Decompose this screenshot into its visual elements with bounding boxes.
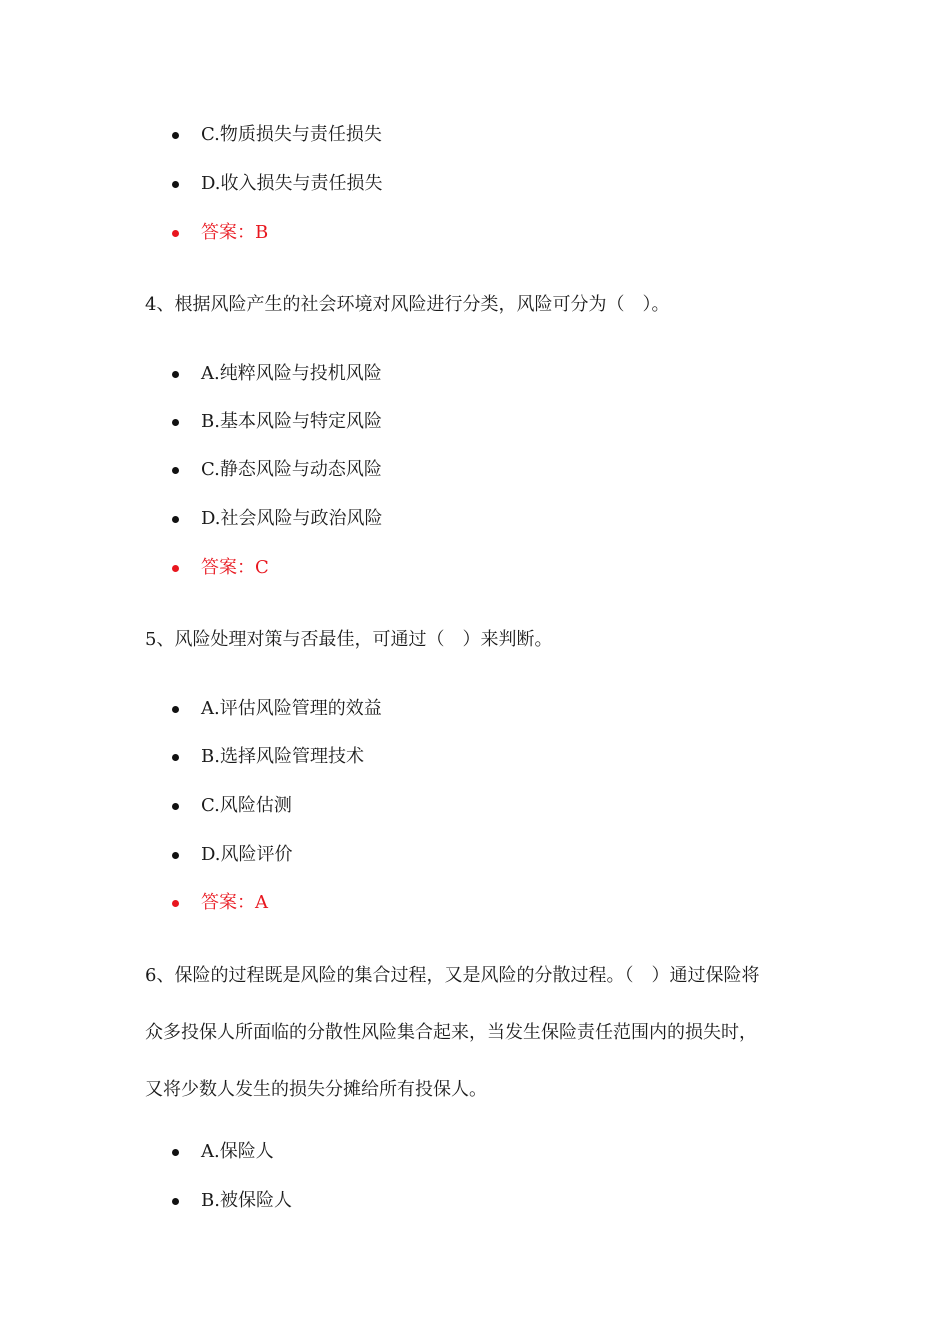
bullet-icon — [172, 181, 179, 188]
option-a: A.评估风险管理的效益 — [201, 698, 382, 719]
bullet-icon — [172, 852, 179, 859]
option-c: C.物质损失与责任损失 — [201, 124, 382, 145]
bullet-icon — [172, 754, 179, 761]
bullet-icon — [172, 1198, 179, 1205]
bullet-icon — [172, 132, 179, 139]
bullet-icon — [172, 1149, 179, 1156]
option-c: C.风险估测 — [201, 795, 292, 816]
option-d: D.社会风险与政治风险 — [201, 508, 383, 529]
option-b: B.选择风险管理技术 — [201, 746, 364, 767]
option-a: A.纯粹风险与投机风险 — [201, 363, 382, 384]
question-stem: 5、风险处理对策与否最佳，可通过（ ）来判断。 — [145, 629, 553, 650]
bullet-icon — [172, 371, 179, 378]
bullet-icon — [172, 419, 179, 426]
bullet-icon — [172, 803, 179, 810]
option-d: D.收入损失与责任损失 — [201, 173, 383, 194]
question-stem-line-2: 众多投保人所面临的分散性风险集合起来，当发生保险责任范围内的损失时， — [145, 1022, 757, 1043]
bullet-icon — [172, 565, 179, 572]
answer-text: 答案：C — [201, 557, 269, 578]
option-c: C.静态风险与动态风险 — [201, 459, 382, 480]
answer-text: 答案：B — [201, 222, 269, 243]
bullet-icon — [172, 516, 179, 523]
option-d: D.风险评价 — [201, 844, 293, 865]
option-b: B.被保险人 — [201, 1190, 292, 1211]
option-a: A.保险人 — [201, 1141, 274, 1162]
bullet-icon — [172, 230, 179, 237]
bullet-icon — [172, 900, 179, 907]
question-stem-line-3: 又将少数人发生的损失分摊给所有投保人。 — [145, 1079, 487, 1100]
bullet-icon — [172, 706, 179, 713]
bullet-icon — [172, 467, 179, 474]
question-stem-line-1: 6、保险的过程既是风险的集合过程，又是风险的分散过程。（ ）通过保险将 — [145, 965, 760, 986]
option-b: B.基本风险与特定风险 — [201, 411, 382, 432]
question-stem: 4、根据风险产生的社会环境对风险进行分类，风险可分为（ ）。 — [145, 294, 670, 315]
answer-text: 答案：A — [201, 892, 268, 913]
